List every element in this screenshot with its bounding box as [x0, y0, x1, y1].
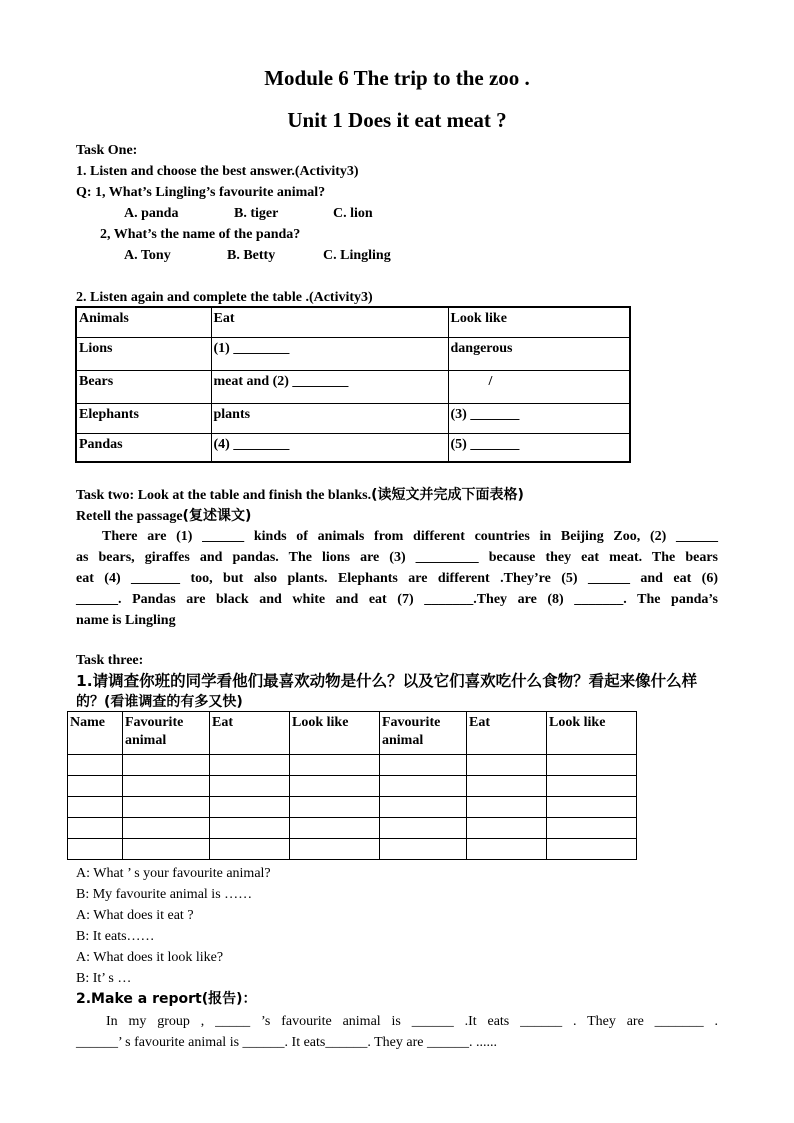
survey-row — [68, 839, 637, 860]
passage-line: eat (4) _______ too, but also plants. Elephants are different .They’re (5) ______ and eat (6) — [76, 571, 718, 586]
survey-table — [67, 711, 637, 860]
q2-option-b: B. Betty — [227, 248, 276, 263]
cell-look-like: (3) _______ — [448, 403, 630, 433]
report-template — [76, 1011, 718, 1053]
cell-animal: Elephants — [76, 403, 211, 433]
survey-header-row — [68, 712, 637, 755]
dialogue-line: B: My favourite animal is …… — [76, 887, 253, 902]
survey-header-look-like: Look like — [547, 712, 637, 755]
dialogue-line: A: What does it eat ? — [76, 908, 194, 923]
survey-header-look-like: Look like — [290, 712, 380, 755]
survey-row — [68, 755, 637, 776]
report-heading — [76, 990, 257, 1009]
passage-line: name is Lingling — [76, 613, 176, 628]
cell-animal: Lions — [76, 337, 211, 370]
task1-question-2: 2, What’s the name of the panda? — [100, 227, 301, 242]
passage-line: ______. Pandas are black and white and eat (7) _______.They are (8) _______. The panda’s — [76, 592, 718, 607]
retell-heading-en: Retell the passage — [76, 509, 183, 524]
q1-option-a: A. panda — [124, 206, 179, 221]
page-title: Module 6 The trip to the zoo . — [264, 66, 530, 90]
q1-option-b: B. tiger — [234, 206, 279, 221]
q2-option-a: A. Tony — [124, 248, 171, 263]
survey-header-favourite-animal: Favourite animal — [380, 712, 467, 755]
task2-heading-en: Task two: Look at the table and finish the blanks. — [76, 488, 372, 503]
survey-row — [68, 818, 637, 839]
survey-header-name: Name — [68, 712, 123, 755]
retell-heading — [76, 507, 251, 526]
report-line: ______’ s favourite animal is ______. It eats______. They are ______. ...... — [76, 1035, 497, 1050]
cell-eat: (4) ________ — [211, 433, 448, 462]
task2-heading — [76, 486, 524, 505]
header-animals: Animals — [76, 307, 211, 337]
task3-instruction-line2: 的？(看谁调查的有多又快) — [76, 694, 243, 710]
survey-row — [68, 797, 637, 818]
survey-header-favourite-animal: Favourite animal — [123, 712, 210, 755]
page-subtitle: Unit 1 Does it eat meat ? — [287, 108, 507, 132]
retell-heading-cn: (复述课文) — [182, 508, 252, 524]
passage-line: as bears, giraffes and pandas. The lions are (3) _________ because they eat meat. The bears — [76, 550, 718, 565]
report-heading-text: 2.Make a report(报告)： — [76, 991, 257, 1007]
passage-line: There are (1) ______ kinds of animals from different countries in Beijing Zoo, (2) ______ — [102, 529, 718, 544]
retell-passage — [76, 526, 718, 631]
dialogue-line: A: What ’ s your favourite animal? — [76, 866, 271, 881]
task1-instruction-2: 2. Listen again and complete the table .(Activity3) — [76, 290, 373, 305]
q2-option-c: C. Lingling — [323, 248, 391, 263]
header-eat: Eat — [211, 307, 448, 337]
survey-header-eat: Eat — [467, 712, 547, 755]
cell-animal: Bears — [76, 370, 211, 403]
task1-question-1: Q: 1, What’s Lingling’s favourite animal? — [76, 185, 326, 200]
task3-heading: Task three: — [76, 653, 144, 668]
cell-eat: plants — [211, 403, 448, 433]
table-row — [76, 433, 630, 462]
header-look-like: Look like — [448, 307, 630, 337]
task3-instruction-line1: 1.请调查你班的同学看他们最喜欢动物是什么？以及它们喜欢吃什么食物？看起来像什么样 — [76, 672, 698, 690]
table-row — [76, 337, 630, 370]
cell-look-like: dangerous — [448, 337, 630, 370]
activity3-table — [75, 306, 631, 463]
task1-instruction: 1. Listen and choose the best answer.(Activity3) — [76, 164, 359, 179]
report-line: In my group , _____ ’s favourite animal is ______ .It eats ______ . They are _______ . — [106, 1014, 718, 1029]
task1-heading: Task One: — [76, 143, 138, 158]
q1-option-c: C. lion — [333, 206, 373, 221]
cell-look-like: / — [448, 370, 630, 403]
table-header-row — [76, 307, 630, 337]
survey-row — [68, 776, 637, 797]
dialogue-line: A: What does it look like? — [76, 950, 224, 965]
table-row — [76, 370, 630, 403]
table-row — [76, 403, 630, 433]
cell-animal: Pandas — [76, 433, 211, 462]
dialogue-line: B: It eats…… — [76, 929, 155, 944]
task2-heading-cn: (读短文并完成下面表格) — [371, 487, 524, 503]
cell-eat: (1) ________ — [211, 337, 448, 370]
survey-header-eat: Eat — [210, 712, 290, 755]
cell-look-like: (5) _______ — [448, 433, 630, 462]
cell-eat: meat and (2) ________ — [211, 370, 448, 403]
dialogue-line: B: It’ s … — [76, 971, 132, 986]
